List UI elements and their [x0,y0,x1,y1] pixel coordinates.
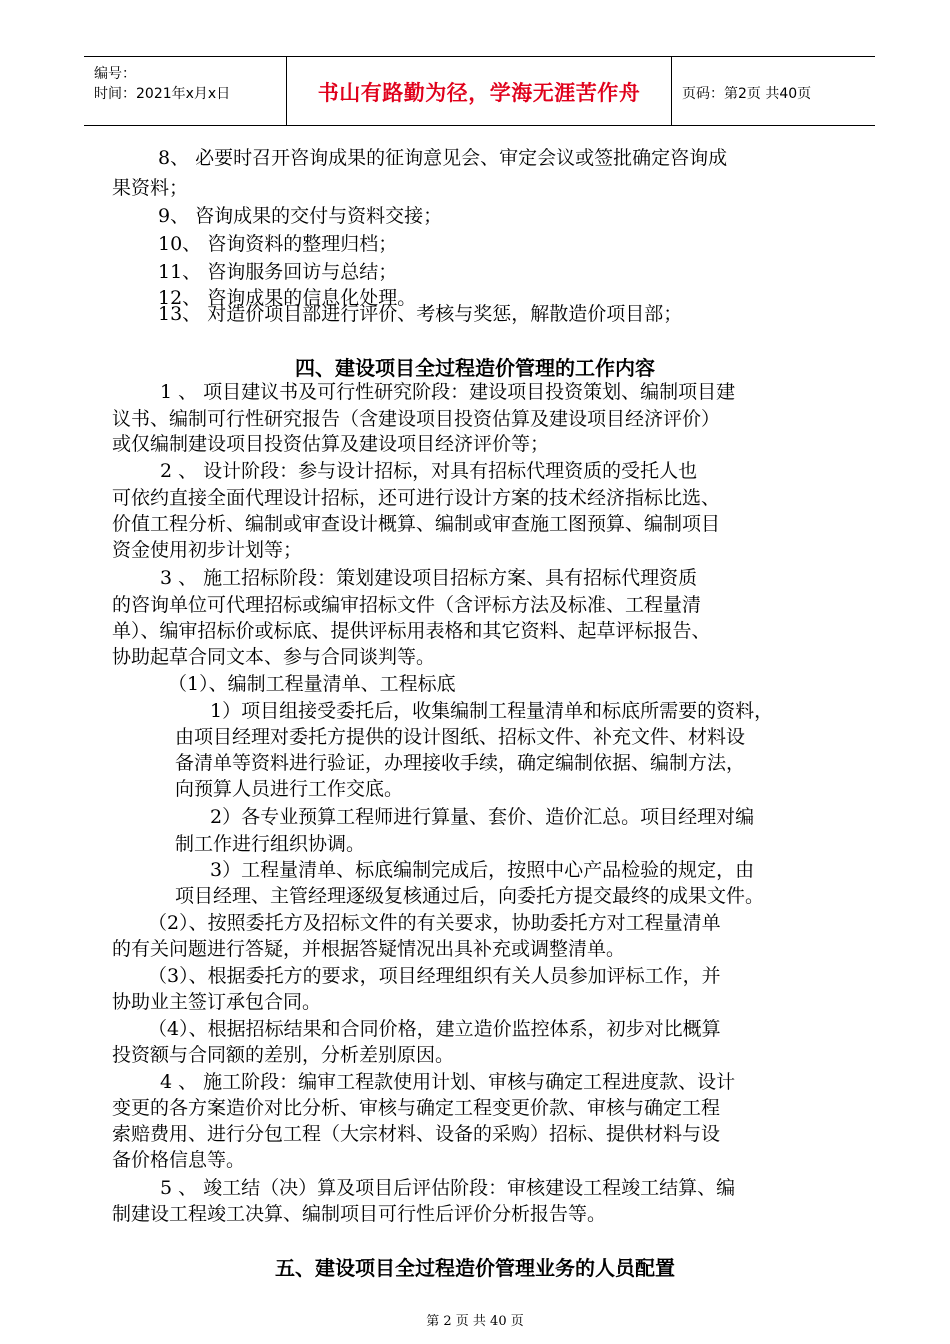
header-motto: 书山有路勤为径，学海无涯苦作舟 [317,81,641,105]
para-2-line: 价值工程分析、编制或审查设计概算、编制或审查施工图预算、编制项目 [112,513,721,535]
list-item-12: 12、 咨询成果的信息化处理。 [158,287,417,309]
doc-number-label: 编号： [94,66,136,82]
list-item-9: 9、 咨询成果的交付与资料交接； [158,205,443,227]
subsection-1-title: （1）、编制工程量清单、工程标底 [168,673,456,695]
para-1-line: 或仅编制建设项目投资估算及建设项目经济评价等； [112,433,550,455]
para-4-line: 变更的各方案造价对比分析、审核与确定工程变更价款、审核与确定工程 [112,1097,721,1119]
para-3-line: 的咨询单位可代理招标或编审招标文件（含评标方法及标准、工程量清 [112,594,702,616]
subsection-1-item-3-line: 项目经理、主管经理逐级复核通过后，向委托方提交最终的成果文件。 [175,885,765,907]
section-5-heading: 五、建设项目全过程造价管理业务的人员配置 [275,1256,675,1280]
para-2-line: 2 、 设计阶段：参与设计招标，对具有招标代理资质的受托人也 [160,460,698,482]
para-3-line: 3 、 施工招标阶段：策划建设项目招标方案、具有招标代理资质 [160,567,698,589]
subsection-1-item-3-line: 3）工程量清单、标底编制完成后，按照中心产品检验的规定，由 [210,859,755,881]
section-4-heading: 四、建设项目全过程造价管理的工作内容 [295,356,655,380]
list-item-8-line2: 果资料； [112,177,189,199]
subsection-3-line: 协助业主签订承包合同。 [112,991,322,1013]
para-1-line: 1 、 项目建议书及可行性研究阶段：建设项目投资策划、编制项目建 [160,381,736,403]
para-1-line: 议书、编制可行性研究报告（含建设项目投资估算及建设项目经济评价） [112,408,721,430]
subsection-1-item-1-line: 1）项目组接受委托后，收集编制工程量清单和标底所需要的资料， [210,700,774,722]
subsection-3-line: （3）、根据委托方的要求，项目经理组织有关人员参加评标工作，并 [148,965,721,987]
para-5-line: 制建设工程竣工决算、编制项目可行性后评价分析报告等。 [112,1203,607,1225]
subsection-1-item-1-line: 由项目经理对委托方提供的设计图纸、招标文件、补充文件、材料设 [175,726,746,748]
header-page-number: 页码：第2页 共40页 [682,86,812,102]
header-page-cell [672,57,875,125]
subsection-4-line: （4）、根据招标结果和合同价格，建立造价监控体系，初步对比概算 [148,1018,721,1040]
para-4-line: 4 、 施工阶段：编审工程款使用计划、审核与确定工程进度款、设计 [160,1071,736,1093]
para-3-line: 单）、编审招标价或标底、提供评标用表格和其它资料、起草评标报告、 [112,620,711,642]
subsection-1-item-2-line: 2）各专业预算工程师进行算量、套价、造价汇总。项目经理对编 [210,806,755,828]
list-item-8-line1: 8、 必要时召开咨询成果的征询意见会、审定会议或签批确定咨询成 [158,147,728,169]
subsection-1-item-1-line: 向预算人员进行工作交底。 [175,778,404,800]
page-footer: 第 2 页 共 40 页 [426,1314,524,1329]
doc-date-label: 时间：2021年x月x日 [94,86,231,102]
list-item-13: 13、 对造价项目部进行评价、考核与奖惩，解散造价项目部； [158,303,683,325]
para-4-line: 索赔费用、进行分包工程（大宗材料、设备的采购）招标、提供材料与设 [112,1123,721,1145]
list-item-11: 11、 咨询服务回访与总结； [158,261,398,283]
para-3-line: 协助起草合同文本、参与合同谈判等。 [112,646,436,668]
para-2-line: 资金使用初步计划等； [112,539,303,561]
subsection-1-item-1-line: 备清单等资料进行验证，办理接收手续，确定编制依据、编制方法， [175,752,746,774]
header-motto-cell [287,57,672,125]
subsection-2-line: （2）、按照委托方及招标文件的有关要求，协助委托方对工程量清单 [148,912,721,934]
subsection-1-item-2-line: 制工作进行组织协调。 [175,833,366,855]
header-info-cell [84,57,287,125]
para-4-line: 备价格信息等。 [112,1149,246,1171]
page-header [84,56,875,126]
para-5-line: 5 、 竣工结（决）算及项目后评估阶段：审核建设工程竣工结算、编 [160,1177,736,1199]
subsection-2-line: 的有关问题进行答疑，并根据答疑情况出具补充或调整清单。 [112,938,626,960]
list-item-10: 10、 咨询资料的整理归档； [158,233,398,255]
para-2-line: 可依约直接全面代理设计招标，还可进行设计方案的技术经济指标比选、 [112,487,721,509]
subsection-4-line: 投资额与合同额的差别，分析差别原因。 [112,1044,455,1066]
